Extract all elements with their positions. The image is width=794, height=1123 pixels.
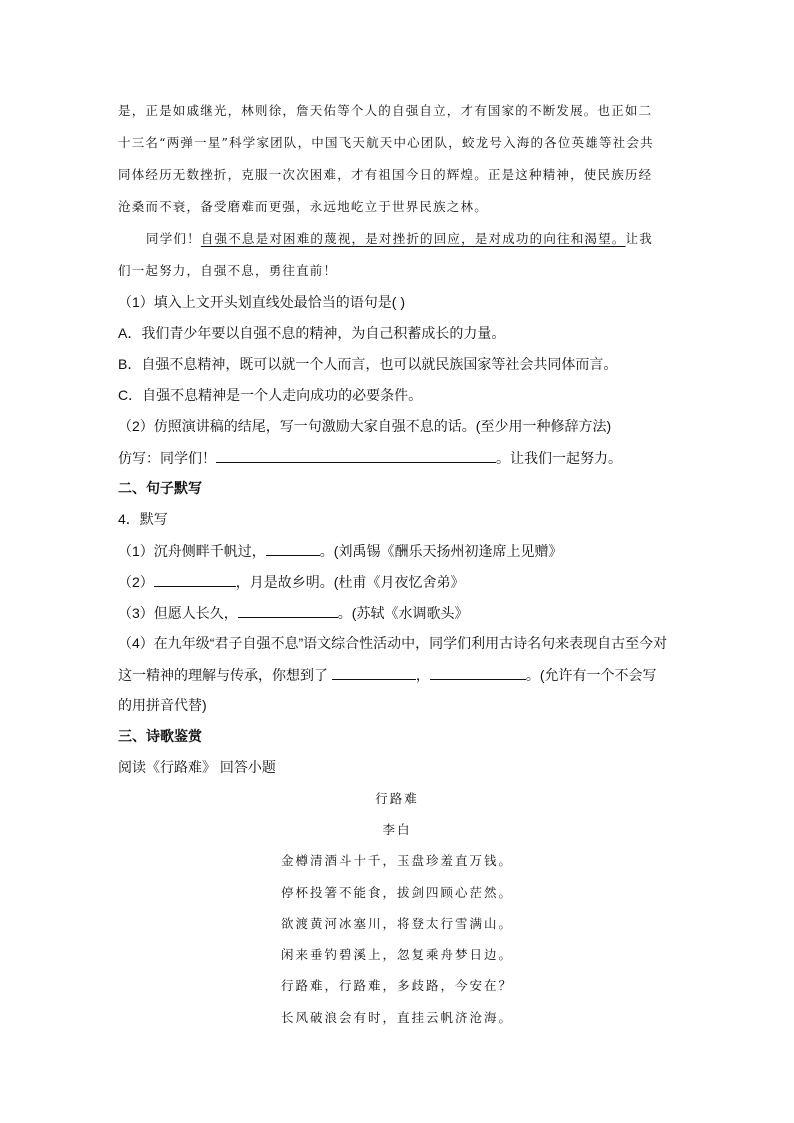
passage-line-3: 同体经历无数挫折，克服一次次困难，才有祖国今日的辉煌。正是这种精神，使民族历经 <box>118 167 653 182</box>
q4-item-2 <box>118 572 464 591</box>
poem-line: 停杯投箸不能食，拔剑四顾心茫然。 <box>280 885 513 900</box>
q4-item-4-note: 。(允许有一个不会写 <box>525 667 657 683</box>
poem-author: 李白 <box>382 822 412 837</box>
q4-item-1-text: （1）沉舟侧畔千帆过， <box>118 543 266 559</box>
q4-item-3-blank[interactable] <box>238 603 338 618</box>
q4-item-1 <box>118 541 562 560</box>
passage-line-1: 是，正是如戚继光，林则徐，詹天佑等个人的自强自立，才有国家的不断发展。也正如二 <box>118 103 653 118</box>
passage-line-4: 沧桑而不衰，备受磨难而更强，永远地屹立于世界民族之林。 <box>118 199 488 214</box>
poem-line: 行路难，行路难，多歧路，今安在？ <box>280 978 513 993</box>
imitate-suffix: 。让我们一起努力。 <box>496 450 622 466</box>
q4-item-1-blank[interactable] <box>266 541 320 556</box>
passage-line-5 <box>146 230 653 248</box>
imitate-prefix: 仿写：同学们！ <box>118 450 216 466</box>
passage-line-2: 十三名“两弹一星”科学家团队，中国飞天航天中心团队，蛟龙号入海的各位英雄等社会共 <box>118 135 654 150</box>
q4-item-3 <box>118 603 468 622</box>
section-2-title: 二、句子默写 <box>118 480 202 496</box>
q4-item-2-blank[interactable] <box>154 572 236 587</box>
q3-sub2: （2）仿照演讲稿的结尾，写一句激励大家自强不息的话。(至少用一种修辞方法) <box>118 418 612 434</box>
q3-sub1: （1）填入上文开头划直线处最恰当的语句是( ) <box>118 294 405 310</box>
q3-imitate-line <box>118 448 622 467</box>
passage-line-5-tail: 让我 <box>625 231 653 246</box>
imitate-answer-blank[interactable] <box>216 448 496 463</box>
q4-item-1-source: 。(刘禹锡《酬乐天扬州初逢席上见赠》 <box>319 543 563 559</box>
passage-greeting: 同学们！ <box>146 231 201 246</box>
poem-line: 闲来垂钓碧溪上，忽复乘舟梦日边。 <box>280 947 513 962</box>
q4-item-4-text: 这一精神的理解与传承，你想到了 <box>118 667 332 683</box>
q4-item-4-blank-1[interactable] <box>332 665 416 680</box>
poem-line: 金樽清酒斗十千，玉盘珍羞直万钱。 <box>280 853 513 868</box>
q4-item-3-text: （3）但愿人长久， <box>118 605 238 621</box>
poem-title: 行路难 <box>375 791 419 806</box>
passage-line-6: 们一起努力，自强不息，勇往直前！ <box>118 263 338 278</box>
q4-item-4-line-3: 的用拼音代替) <box>118 697 207 713</box>
section-3-title: 三、诗歌鉴赏 <box>118 728 202 744</box>
poem-line: 欲渡黄河冰塞川，将登太行雪满山。 <box>280 916 513 931</box>
q4-item-3-source: 。(苏轼《水调歌头》 <box>337 605 469 621</box>
q4-item-4-line-2 <box>118 665 657 684</box>
q4-item-4-comma: ， <box>415 667 430 683</box>
q3-option-c: C．自强不息精神是一个人走向成功的必要条件。 <box>118 387 423 403</box>
poem-line: 长风破浪会有时，直挂云帆济沧海。 <box>280 1010 513 1025</box>
q3-option-a: A．我们青少年要以自强不息的精神，为自己积蓄成长的力量。 <box>118 325 506 341</box>
section-3-intro: 阅读《行路难》 回答小题 <box>118 759 276 775</box>
q4-heading: 4．默写 <box>118 511 168 527</box>
q4-item-2-text: ，月是故乡明。(杜甫《月夜忆舍弟》 <box>235 574 465 590</box>
q3-option-b: B．自强不息精神，既可以就一个人而言，也可以就民族国家等社会共同体而言。 <box>118 356 618 372</box>
q4-item-2-number: （2） <box>118 574 154 590</box>
passage-underlined-sentence: 自强不息是对困难的蔑视，是对挫折的回应，是对成功的向往和渴望。 <box>200 231 626 246</box>
q4-item-4-line-1: （4）在九年级“君子自强不息”语文综合性活动中，同学们利用古诗名句来表现自古至今对 <box>118 635 668 651</box>
q4-item-4-blank-2[interactable] <box>430 665 526 680</box>
